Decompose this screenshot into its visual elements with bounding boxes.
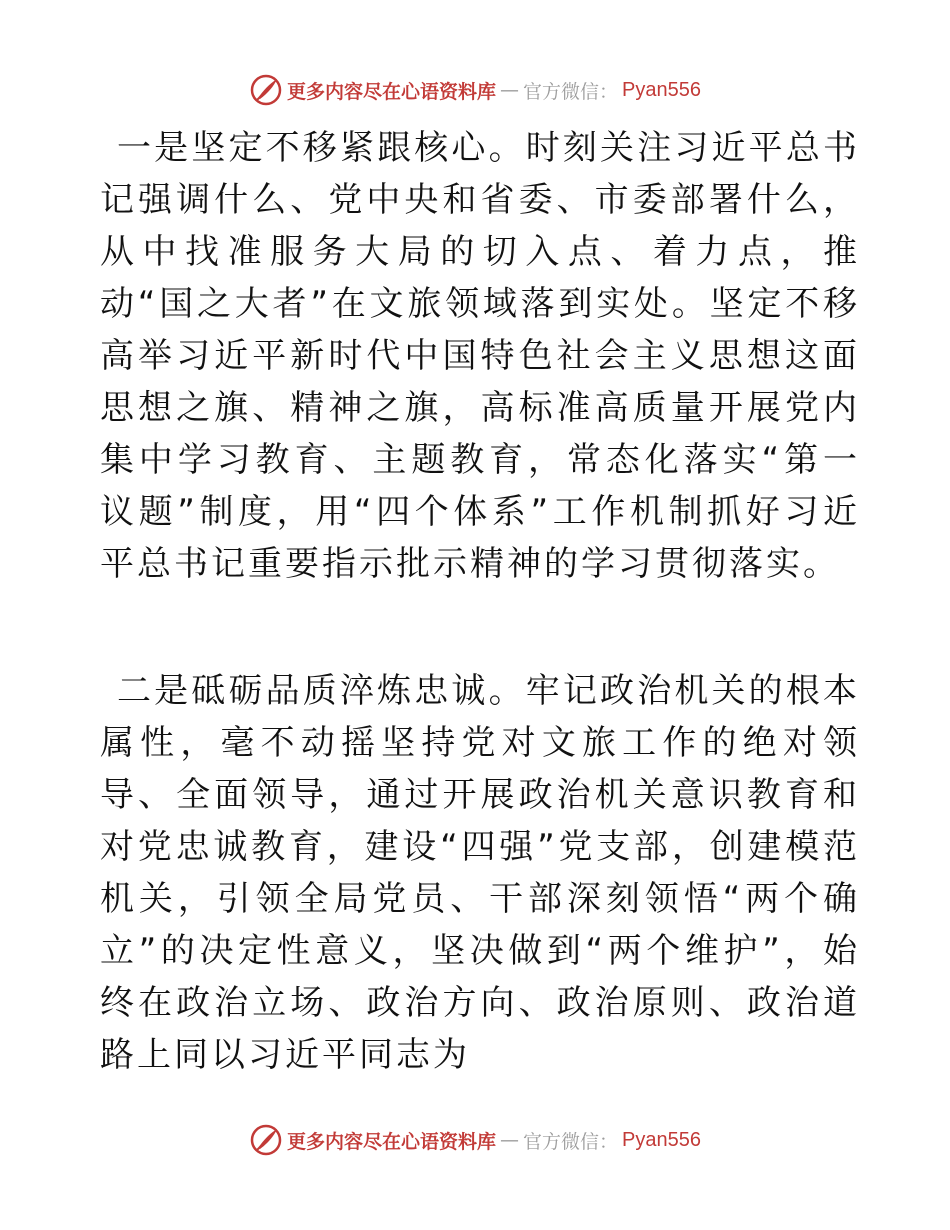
paragraph-1-text: 一是坚定不移紧跟核心。时刻关注习近平总书记强调什么、党中央和省委、市委部署什么，从中找准服务大局的切入点、着力点，推动“国之大者”在文旅领域落到实处。坚定不移高举习近平新时代中国特色社会主义思想这面思想之旗、精神之旗，高标准高质量开展党内集中学习教育、主题教育，常态化落实“第一议题”制度，用“四个体系”工作机制抓好习近平总书记重要指示批示精神的学习贯彻落实。 [100,128,860,584]
paragraph-2-text: 二是砥砺品质淬炼忠诚。牢记政治机关的根本属性，毫不动摇坚持党对文旅工作的绝对领导、全面领导，通过开展政治机关意识教育和对党忠诚教育，建设“四强”党支部，创建模范机关，引领全局党员、干部深刻领悟“两个确立”的决定性意义，坚决做到“两个维护”，始终在政治立场、政治方向、政治原则、政治道路上同以习近平同志为 [100,671,860,1075]
document-paragraph [100,665,860,1081]
watermark-main-text: 更多内容尽在心语资料库 [287,80,497,103]
feather-pen-icon [249,73,283,107]
watermark-wechat-id: Pyan556 [622,1128,701,1151]
watermark-separator: — [500,79,520,101]
watermark-label: 官方微信： [523,1130,619,1153]
footer-watermark [0,1120,950,1160]
feather-pen-icon [249,1123,283,1157]
watermark-wechat-id: Pyan556 [622,78,701,101]
watermark-main-text: 更多内容尽在心语资料库 [287,1130,497,1153]
watermark-label: 官方微信： [523,80,619,103]
document-paragraph [100,122,860,590]
watermark-separator: — [500,1129,520,1151]
header-watermark [0,70,950,110]
